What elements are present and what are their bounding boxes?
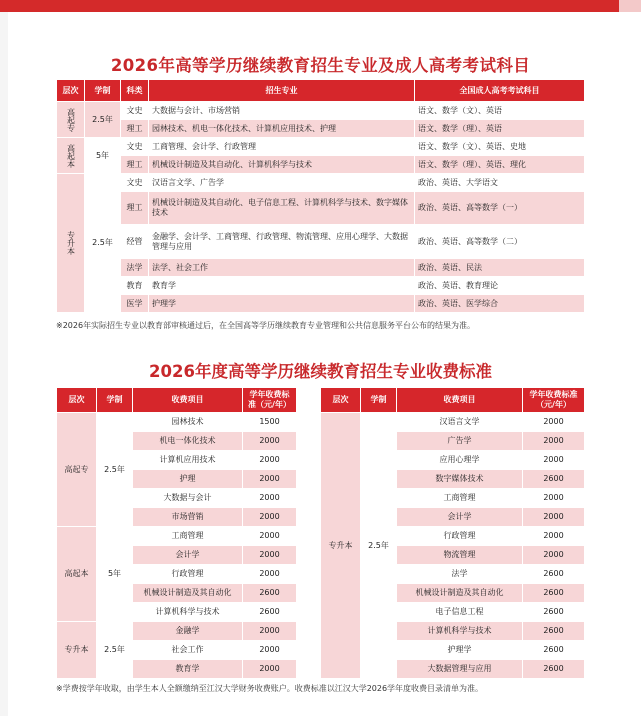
table-row xyxy=(57,259,585,277)
majors-cell: 园林技术、机电一体化技术、计算机应用技术、护理 xyxy=(149,120,415,138)
fee-cell: 2000 xyxy=(243,489,297,508)
fee-cell: 2600 xyxy=(523,603,585,622)
table-row xyxy=(57,527,297,546)
level-cell: 专升本 xyxy=(57,622,97,679)
subjects-cell: 语文、数学（文）、英语 xyxy=(415,102,585,120)
fee-cell: 2000 xyxy=(523,546,585,565)
fees-table-left xyxy=(56,387,297,679)
header-item: 收费项目 xyxy=(397,388,523,413)
level-cell: 专升本 xyxy=(321,413,361,679)
fee-cell: 2000 xyxy=(523,451,585,470)
category-cell: 法学 xyxy=(121,259,149,277)
fee-cell: 2600 xyxy=(523,622,585,641)
majors-table xyxy=(56,79,585,313)
category-cell: 经管 xyxy=(121,225,149,259)
fee-cell: 2600 xyxy=(523,641,585,660)
fee-cell: 2600 xyxy=(523,660,585,679)
fee-cell: 2000 xyxy=(243,451,297,470)
header-item: 收费项目 xyxy=(133,388,243,413)
majors-cell: 汉语言文学、广告学 xyxy=(149,174,415,192)
majors-cell: 护理学 xyxy=(149,295,415,313)
item-cell: 计算机科学与技术 xyxy=(133,603,243,622)
majors-cell: 机械设计制造及其自动化、电子信息工程、计算机科学与技术、数字媒体技术 xyxy=(149,192,415,225)
header-level: 层次 xyxy=(321,388,361,413)
fee-cell: 2000 xyxy=(243,622,297,641)
header-level: 层次 xyxy=(57,80,85,102)
item-cell: 教育学 xyxy=(133,660,243,679)
item-cell: 物流管理 xyxy=(397,546,523,565)
item-cell: 行政管理 xyxy=(133,565,243,584)
majors-cell: 法学、社会工作 xyxy=(149,259,415,277)
subjects-cell: 政治、英语、大学语文 xyxy=(415,174,585,192)
level-cell: 高起专 xyxy=(57,413,97,527)
fee-cell: 2000 xyxy=(243,565,297,584)
fee-cell: 2000 xyxy=(243,470,297,489)
item-cell: 机械设计制造及其自动化 xyxy=(133,584,243,603)
subjects-cell: 语文、数学（理）、英语 xyxy=(415,120,585,138)
category-cell: 教育 xyxy=(121,277,149,295)
item-cell: 护理 xyxy=(133,470,243,489)
item-cell: 会计学 xyxy=(133,546,243,565)
fee-cell: 2600 xyxy=(243,584,297,603)
item-cell: 汉语言文学 xyxy=(397,413,523,432)
subjects-cell: 政治、英语、民法 xyxy=(415,259,585,277)
majors-cell: 金融学、会计学、工商管理、行政管理、物流管理、应用心理学、大数据管理与应用 xyxy=(149,225,415,259)
duration-cell: 2.5年 xyxy=(85,174,121,313)
header-level: 层次 xyxy=(57,388,97,413)
fee-cell: 2000 xyxy=(523,432,585,451)
level-cell: 高起本 xyxy=(57,138,85,174)
fee-cell: 2600 xyxy=(243,603,297,622)
table-row xyxy=(57,295,585,313)
fee-cell: 2000 xyxy=(243,641,297,660)
item-cell: 金融学 xyxy=(133,622,243,641)
fees-table-title: 2026年度高等学历继续教育招生专业收费标准 xyxy=(149,362,492,381)
duration-cell: 2.5年 xyxy=(97,413,133,527)
fees-footnote: ※学费按学年收取，由学生本人全额缴纳至江汉大学财务收费账户。收费标准以江汉大学2026学年度收费目录清单为准。 xyxy=(56,684,484,693)
subjects-cell: 政治、英语、高等数学（二） xyxy=(415,225,585,259)
item-cell: 机械设计制造及其自动化 xyxy=(397,584,523,603)
fee-cell: 2000 xyxy=(243,527,297,546)
table-row xyxy=(57,277,585,295)
fee-cell: 2600 xyxy=(523,584,585,603)
item-cell: 大数据管理与应用 xyxy=(397,660,523,679)
table-row xyxy=(57,156,585,174)
fee-cell: 2000 xyxy=(523,508,585,527)
duration-cell: 2.5年 xyxy=(361,413,397,679)
level-cell: 高起本 xyxy=(57,527,97,622)
majors-table-title: 2026年高等学历继续教育招生专业及成人高考考试科目 xyxy=(110,56,531,75)
item-cell: 园林技术 xyxy=(133,413,243,432)
table-row xyxy=(321,413,585,432)
table-row xyxy=(57,622,297,641)
duration-cell: 5年 xyxy=(97,527,133,622)
item-cell: 会计学 xyxy=(397,508,523,527)
header-fee: 学年收费标准（元/年） xyxy=(523,388,585,413)
top-banner xyxy=(0,0,641,12)
header-duration: 学制 xyxy=(97,388,133,413)
majors-cell: 工商管理、会计学、行政管理 xyxy=(149,138,415,156)
item-cell: 机电一体化技术 xyxy=(133,432,243,451)
item-cell: 广告学 xyxy=(397,432,523,451)
level-cell: 高起专 xyxy=(57,102,85,138)
header-fee: 学年收费标准（元/年） xyxy=(243,388,297,413)
duration-cell: 2.5年 xyxy=(97,622,133,679)
subjects-cell: 政治、英语、高等数学（一） xyxy=(415,192,585,225)
category-cell: 文史 xyxy=(121,138,149,156)
item-cell: 法学 xyxy=(397,565,523,584)
subjects-cell: 政治、英语、教育理论 xyxy=(415,277,585,295)
header-majors: 招生专业 xyxy=(149,80,415,102)
majors-cell: 机械设计制造及其自动化、计算机科学与技术 xyxy=(149,156,415,174)
table-row xyxy=(57,174,585,192)
header-duration: 学制 xyxy=(85,80,121,102)
item-cell: 市场营销 xyxy=(133,508,243,527)
fee-cell: 2000 xyxy=(243,508,297,527)
duration-cell: 5年 xyxy=(85,138,121,174)
fee-cell: 2000 xyxy=(523,413,585,432)
item-cell: 计算机应用技术 xyxy=(133,451,243,470)
table-row xyxy=(57,413,297,432)
table-row xyxy=(57,225,585,259)
duration-cell: 2.5年 xyxy=(85,102,121,138)
majors-footnote: ※2026年实际招生专业以教育部审核通过后，在全国高等学历继续教育专业管理和公共信息服务平台公布的结果为准。 xyxy=(56,321,476,330)
fee-cell: 2000 xyxy=(523,527,585,546)
subjects-cell: 语文、数学（理）、英语、理化 xyxy=(415,156,585,174)
item-cell: 数字媒体技术 xyxy=(397,470,523,489)
level-cell: 专升本 xyxy=(57,174,85,313)
item-cell: 社会工作 xyxy=(133,641,243,660)
subjects-cell: 语文、数学（文）、英语、史地 xyxy=(415,138,585,156)
fee-cell: 2600 xyxy=(523,470,585,489)
header-subjects: 全国成人高考考试科目 xyxy=(415,80,585,102)
category-cell: 文史 xyxy=(121,102,149,120)
majors-cell: 大数据与会计、市场营销 xyxy=(149,102,415,120)
fees-table-right xyxy=(320,387,585,679)
fee-cell: 2000 xyxy=(243,432,297,451)
table-row xyxy=(57,138,585,156)
item-cell: 大数据与会计 xyxy=(133,489,243,508)
fee-cell: 2000 xyxy=(243,660,297,679)
subjects-cell: 政治、英语、医学综合 xyxy=(415,295,585,313)
category-cell: 文史 xyxy=(121,174,149,192)
item-cell: 行政管理 xyxy=(397,527,523,546)
item-cell: 工商管理 xyxy=(397,489,523,508)
fee-cell: 1500 xyxy=(243,413,297,432)
fee-cell: 2000 xyxy=(243,546,297,565)
item-cell: 计算机科学与技术 xyxy=(397,622,523,641)
fee-cell: 2600 xyxy=(523,565,585,584)
item-cell: 工商管理 xyxy=(133,527,243,546)
table-row xyxy=(57,192,585,225)
category-cell: 理工 xyxy=(121,192,149,225)
item-cell: 护理学 xyxy=(397,641,523,660)
table-row xyxy=(57,102,585,120)
majors-cell: 教育学 xyxy=(149,277,415,295)
item-cell: 应用心理学 xyxy=(397,451,523,470)
fee-cell: 2000 xyxy=(523,489,585,508)
category-cell: 理工 xyxy=(121,156,149,174)
category-cell: 医学 xyxy=(121,295,149,313)
table-row xyxy=(57,120,585,138)
category-cell: 理工 xyxy=(121,120,149,138)
top-banner-accent xyxy=(619,0,641,12)
header-duration: 学制 xyxy=(361,388,397,413)
item-cell: 电子信息工程 xyxy=(397,603,523,622)
header-category: 科类 xyxy=(121,80,149,102)
